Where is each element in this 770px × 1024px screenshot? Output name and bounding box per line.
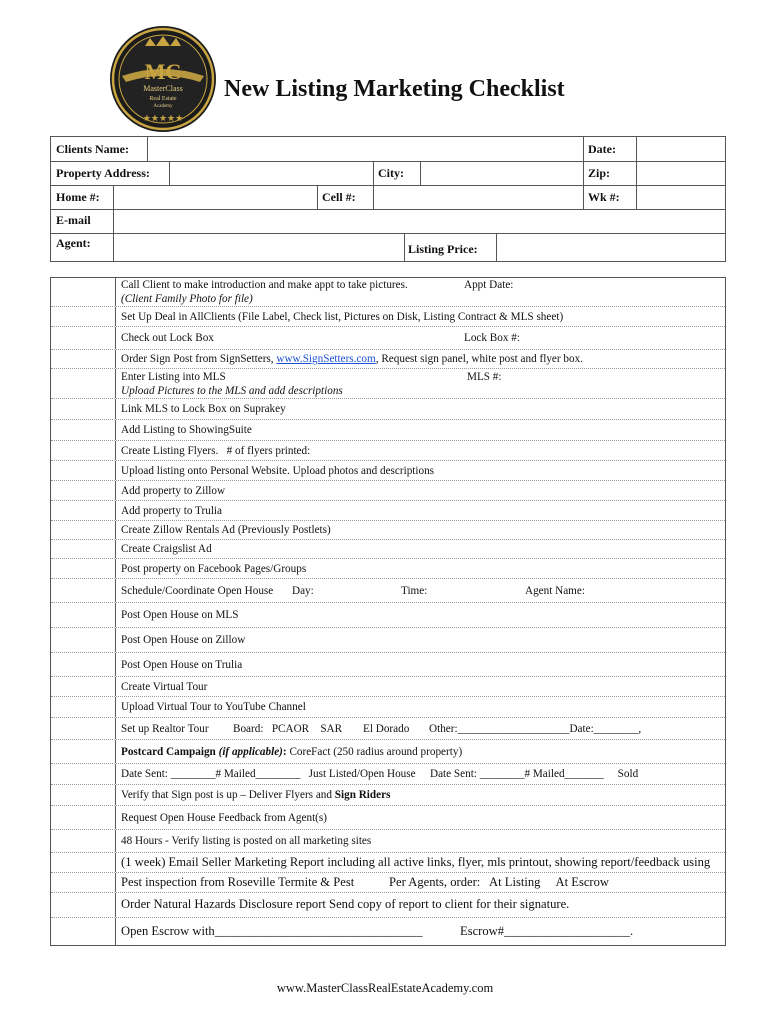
postcard-campaign-label: Postcard Campaign xyxy=(121,745,219,758)
checklist-row xyxy=(51,627,725,652)
date-label: Date: xyxy=(588,142,616,156)
lock-box-number-label: Lock Box #: xyxy=(464,332,520,344)
item-listing-flyers: Create Listing Flyers. # of flyers printed: xyxy=(121,444,311,457)
realtor-tour-board: Board: PCAOR SAR xyxy=(233,722,343,735)
checklist-row xyxy=(51,763,725,784)
realtor-tour-other: Other:____________________Date:________, xyxy=(429,722,642,735)
item-showingsuite: Add Listing to ShowingSuite xyxy=(121,424,252,436)
item-setup-deal: Set Up Deal in AllClients (File Label, Check list, Pictures on Disk, Listing Contract & MLS sheet) xyxy=(121,310,564,323)
checkbox-cell[interactable] xyxy=(51,559,116,578)
checkbox-cell[interactable] xyxy=(51,893,116,917)
checkbox-cell[interactable] xyxy=(51,307,116,326)
item-realtor-tour: Set up Realtor Tour xyxy=(121,722,209,735)
logo-name-2: Real Estate xyxy=(149,96,177,102)
checkbox-cell[interactable] xyxy=(51,718,116,739)
checkbox-cell[interactable] xyxy=(51,740,116,763)
checkbox-cell[interactable] xyxy=(51,873,116,892)
city-input[interactable] xyxy=(421,162,582,184)
item-call-client: Call Client to make introduction and make appt to take pictures. xyxy=(121,279,408,291)
item-open-escrow: Open Escrow with_________________________________ xyxy=(121,923,423,938)
open-house-time-label: Time: xyxy=(401,584,428,597)
item-sign-post: Order Sign Post from SignSetters, xyxy=(121,353,277,365)
item-pest-inspection: Pest inspection from Roseville Termite & Pest xyxy=(121,874,355,889)
checklist-row xyxy=(51,419,725,440)
item-personal-website: Upload listing onto Personal Website. Upload photos and descriptions xyxy=(121,464,435,477)
checklist-row xyxy=(51,784,725,805)
home-input[interactable] xyxy=(114,186,316,208)
item-zillow: Add property to Zillow xyxy=(121,484,226,497)
checklist-row xyxy=(51,829,725,852)
checklist-row xyxy=(51,398,725,419)
checkbox-cell[interactable] xyxy=(51,278,116,306)
checklist-row xyxy=(51,717,725,739)
item-link-mls: Link MLS to Lock Box on Suprakey xyxy=(121,403,286,415)
cell-input[interactable] xyxy=(374,186,582,208)
open-house-agent-label: Agent Name: xyxy=(525,584,585,597)
checklist-row xyxy=(51,917,725,945)
agent-input[interactable] xyxy=(114,234,403,260)
wk-label: Wk #: xyxy=(588,190,620,204)
item-open-house: Schedule/Coordinate Open House xyxy=(121,584,274,597)
escrow-number-label: Escrow#____________________. xyxy=(460,923,634,938)
checkbox-cell[interactable] xyxy=(51,327,116,349)
item-call-client-note: (Client Family Photo for file) xyxy=(121,293,253,305)
checklist-row xyxy=(51,872,725,892)
checklist-row xyxy=(51,676,725,696)
checkbox-cell[interactable] xyxy=(51,628,116,652)
item-oh-zillow: Post Open House on Zillow xyxy=(121,634,246,646)
item-facebook: Post property on Facebook Pages/Groups xyxy=(121,562,307,575)
checklist-row xyxy=(51,602,725,627)
item-craigslist: Create Craigslist Ad xyxy=(121,543,212,555)
checklist-row xyxy=(51,520,725,539)
checklist-row xyxy=(51,368,725,398)
checklist-row xyxy=(51,326,725,349)
footer-url[interactable]: www.MasterClassRealEstateAcademy.com xyxy=(276,981,494,995)
item-zillow-rentals: Create Zillow Rentals Ad (Previously Postlets) xyxy=(121,524,331,536)
masterclass-logo xyxy=(108,24,218,134)
item-48-hours: 48 Hours - Verify listing is posted on all marketing sites xyxy=(121,835,372,847)
checkbox-cell[interactable] xyxy=(51,579,116,602)
logo-name-3: Academy xyxy=(153,104,173,109)
signsetters-link[interactable]: www.SignSetters.com xyxy=(276,353,376,365)
listing-price-label: Listing Price: xyxy=(408,242,478,256)
checkbox-cell[interactable] xyxy=(51,501,116,520)
item-youtube: Upload Virtual Tour to YouTube Channel xyxy=(121,701,306,713)
checkbox-cell[interactable] xyxy=(51,399,116,419)
postcard-sold: Date Sent: ________# Mailed_______ Sold xyxy=(430,768,639,780)
clients-name-label-text: Clients Name: xyxy=(56,142,129,156)
checkbox-cell[interactable] xyxy=(51,441,116,460)
checkbox-cell[interactable] xyxy=(51,420,116,440)
checkbox-cell[interactable] xyxy=(51,350,116,368)
item-seller-report: (1 week) Email Seller Marketing Report including all active links, flyer, mls printout, showing report/feedback using xyxy=(121,854,711,869)
checkbox-cell[interactable] xyxy=(51,918,116,945)
checkbox-cell[interactable] xyxy=(51,481,116,500)
checkbox-cell[interactable] xyxy=(51,521,116,539)
item-oh-trulia: Post Open House on Trulia xyxy=(121,658,243,671)
checkbox-cell[interactable] xyxy=(51,697,116,717)
item-enter-mls: Enter Listing into MLS xyxy=(121,370,226,383)
checklist-row xyxy=(51,349,725,368)
checklist-row xyxy=(51,440,725,460)
item-sign-post-rest: , Request sign panel, white post and flyer box. xyxy=(375,353,583,365)
checkbox-cell[interactable] xyxy=(51,806,116,829)
checklist-row xyxy=(51,306,725,326)
sign-riders-text: Sign Riders xyxy=(334,789,391,801)
checkbox-cell[interactable] xyxy=(51,653,116,676)
item-verify-sign: Verify that Sign post is up – Deliver Flyers and xyxy=(121,789,335,801)
item-trulia: Add property to Trulia xyxy=(121,504,222,517)
checkbox-cell[interactable] xyxy=(51,785,116,805)
checkbox-cell[interactable] xyxy=(51,461,116,480)
realtor-tour-eldorado: El Dorado xyxy=(363,722,410,735)
property-address-input[interactable] xyxy=(170,162,372,184)
email-input[interactable] xyxy=(114,210,723,232)
checklist-row xyxy=(51,460,725,480)
checklist-row xyxy=(51,578,725,602)
item-oh-feedback: Request Open House Feedback from Agent(s) xyxy=(121,811,327,824)
page-title: New Listing Marketing Checklist xyxy=(224,76,565,102)
clients-name-input[interactable] xyxy=(148,137,582,160)
postcard-colon: : xyxy=(282,745,287,758)
appt-date-label: Appt Date: xyxy=(464,279,514,291)
checkbox-cell[interactable] xyxy=(51,540,116,558)
marketing-checklist xyxy=(50,277,726,946)
checklist-row xyxy=(51,278,725,306)
zip-input[interactable] xyxy=(637,162,723,184)
item-upload-pictures: Upload Pictures to the MLS and add descriptions xyxy=(121,384,343,397)
checklist-row xyxy=(51,539,725,558)
logo-monogram: MC xyxy=(144,59,182,84)
cell-label: Cell #: xyxy=(322,190,356,204)
item-virtual-tour: Create Virtual Tour xyxy=(121,680,208,693)
listing-price-input[interactable] xyxy=(497,234,723,260)
mls-number-label: MLS #: xyxy=(467,370,502,383)
zip-label: Zip: xyxy=(588,166,611,180)
checklist-row xyxy=(51,739,725,763)
checkbox-cell[interactable] xyxy=(51,764,116,784)
item-lock-box: Check out Lock Box xyxy=(121,332,214,344)
checklist-row xyxy=(51,652,725,676)
checklist-row xyxy=(51,805,725,829)
logo-name-1: MasterClass xyxy=(143,84,183,93)
checklist-row xyxy=(51,852,725,872)
checklist-row xyxy=(51,480,725,500)
date-input[interactable] xyxy=(637,137,723,160)
pest-order-options: Per Agents, order: At Listing At Escrow xyxy=(389,874,610,889)
property-address-label: Property Address: xyxy=(56,166,150,180)
email-label: E-mail xyxy=(56,213,91,227)
checklist-row xyxy=(51,558,725,578)
item-nhd-report: Order Natural Hazards Disclosure report Send copy of report to client for their signature. xyxy=(121,897,570,912)
wk-input[interactable] xyxy=(637,186,723,208)
checkbox-cell[interactable] xyxy=(51,853,116,872)
logo-stars-icon: ★★★★★ xyxy=(142,114,184,124)
checkbox-cell[interactable] xyxy=(51,369,116,398)
checkbox-cell[interactable] xyxy=(51,677,116,696)
checklist-row xyxy=(51,696,725,717)
postcard-just-listed: Date Sent: ________# Mailed________ Just Listed/Open House xyxy=(121,768,416,780)
postcard-if-applicable: (if applicable) xyxy=(218,745,283,758)
checklist-row xyxy=(51,892,725,917)
postcard-corefact: CoreFact (250 radius around property) xyxy=(286,745,463,758)
checkbox-cell[interactable] xyxy=(51,603,116,627)
checklist-row xyxy=(51,500,725,520)
checkbox-cell[interactable] xyxy=(51,830,116,852)
open-house-day-label: Day: xyxy=(292,584,314,597)
agent-label: Agent: xyxy=(56,236,91,250)
home-label: Home #: xyxy=(56,190,100,204)
city-label: City: xyxy=(378,166,404,180)
client-info-grid xyxy=(50,136,726,262)
item-oh-mls: Post Open House on MLS xyxy=(121,609,239,621)
